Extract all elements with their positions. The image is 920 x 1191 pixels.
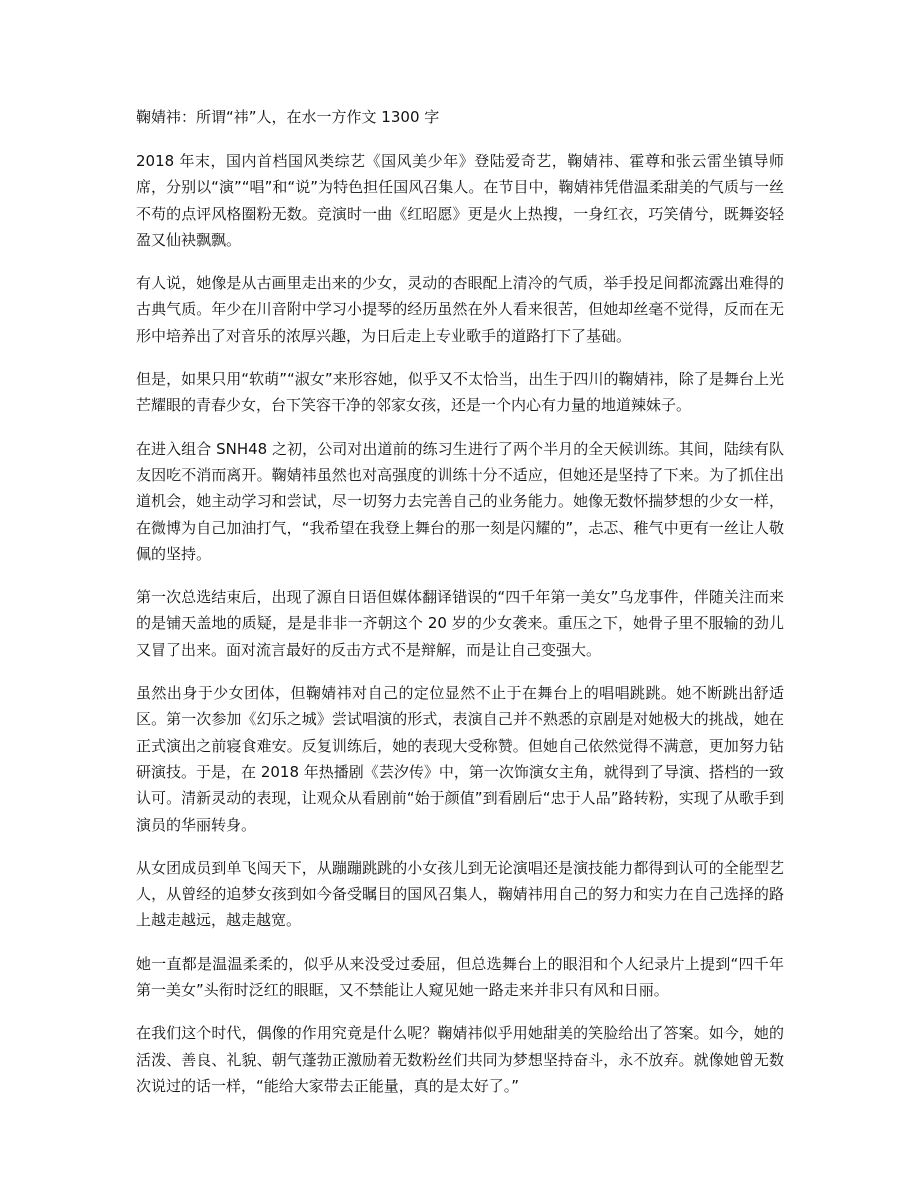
paragraph-2: 有人说，她像是从古画里走出来的少女，灵动的杏眼配上清冷的气质，举手投足间都流露出难得的古典气质。年少在川音附中学习小提琴的经历虽然在外人看来很苦，但她却丝毫不觉得，反而在无形中培养出了对音乐的浓厚兴趣，为日后走上专业歌手的道路打下了基础。 (136, 274, 784, 345)
paragraph-6: 虽然出身于少女团体，但鞠婧祎对自己的定位显然不止于在舞台上的唱唱跳跳。她不断跳出舒适区。第一次参加《幻乐之城》尝试唱演的形式，表演自己并不熟悉的京剧是对她极大的挑战，她在正式演出之前寝食难安。反复训练后，她的表现大受称赞。但她自己依然觉得不满意，更加努力钻研演技。于是，在 2018 年热播剧《芸汐传》中，第一次饰演女主角，就得到了导演、搭档的一致认可。清新灵动的表现，让观众从看剧前“始于颜值”到看剧后“忠于人品”路转粉，实现了从歌手到演员的华丽转身。 (136, 684, 784, 834)
paragraph-1: 2018 年末，国内首档国风类综艺《国风美少年》登陆爱奇艺，鞠婧祎、霍尊和张云雷坐镇导师席，分别以“演”“唱”和“说”为特色担任国风召集人。在节目中，鞠婧祎凭借温柔甜美的气质与一丝不苟的点评风格圈粉无数。竞演时一曲《红昭愿》更是火上热搜，一身红衣，巧笑倩兮，既舞姿轻盈又仙袂飘飘。 (136, 152, 784, 249)
paragraph-8: 她一直都是温温柔柔的，似乎从来没受过委屈，但总选舞台上的眼泪和个人纪录片上提到“四千年第一美女”头衔时泛红的眼眶，又不禁能让人窥见她一路走来并非只有风和日丽。 (136, 954, 784, 1000)
paragraph-3: 但是，如果只用“软萌”“淑女”来形容她，似乎又不太恰当，出生于四川的鞠婧祎，除了是舞台上光芒耀眼的青春少女，台下笑容干净的邻家女孩，还是一个内心有力量的地道辣妹子。 (136, 370, 784, 415)
paragraph-9: 在我们这个时代，偶像的作用究竟是什么呢？鞠婧祎似乎用她甜美的笑脸给出了答案。如今，她的活泼、善良、礼貌、朝气蓬勃正激励着无数粉丝们共同为梦想坚持奋斗，永不放弃。就像她曾无数次说过的话一样，“能给大家带去正能量，真的是太好了。” (136, 1024, 784, 1095)
paragraph-5: 第一次总选结束后，出现了源自日语但媒体翻译错误的“四千年第一美女”乌龙事件，伴随关注而来的是铺天盖地的质疑，是是非非一齐朝这个 20 岁的少女袭来。重压之下，她骨子里不服输的劲儿又冒了出来。面对流言最好的反击方式不是辩解，而是让自己变强大。 (136, 588, 784, 659)
paragraph-4: 在进入组合 SNH48 之初，公司对出道前的练习生进行了两个半月的全天候训练。其间，陆续有队友因吃不消而离开。鞠婧祎虽然也对高强度的训练十分不适应，但她还是坚持了下来。为了抓住出道机会，她主动学习和尝试，尽一切努力去完善自己的业务能力。她像无数怀揣梦想的少女一样，在微博为自己加油打气，“我希望在我登上舞台的那一刻是闪耀的”，忐忑、稚气中更有一丝让人敬佩的坚持。 (136, 439, 784, 563)
article-title: 鞠婧祎：所谓“祎”人，在水一方作文 1300 字 (136, 108, 440, 126)
paragraph-7: 从女团成员到单飞闯天下，从蹦蹦跳跳的小女孩儿到无论演唱还是演技能力都得到认可的全能型艺人，从曾经的追梦女孩到如今备受瞩目的国风召集人，鞠婧祎用自己的努力和实力在自己选择的路上越走越远，越走越宽。 (136, 858, 784, 930)
article (136, 104, 784, 1116)
